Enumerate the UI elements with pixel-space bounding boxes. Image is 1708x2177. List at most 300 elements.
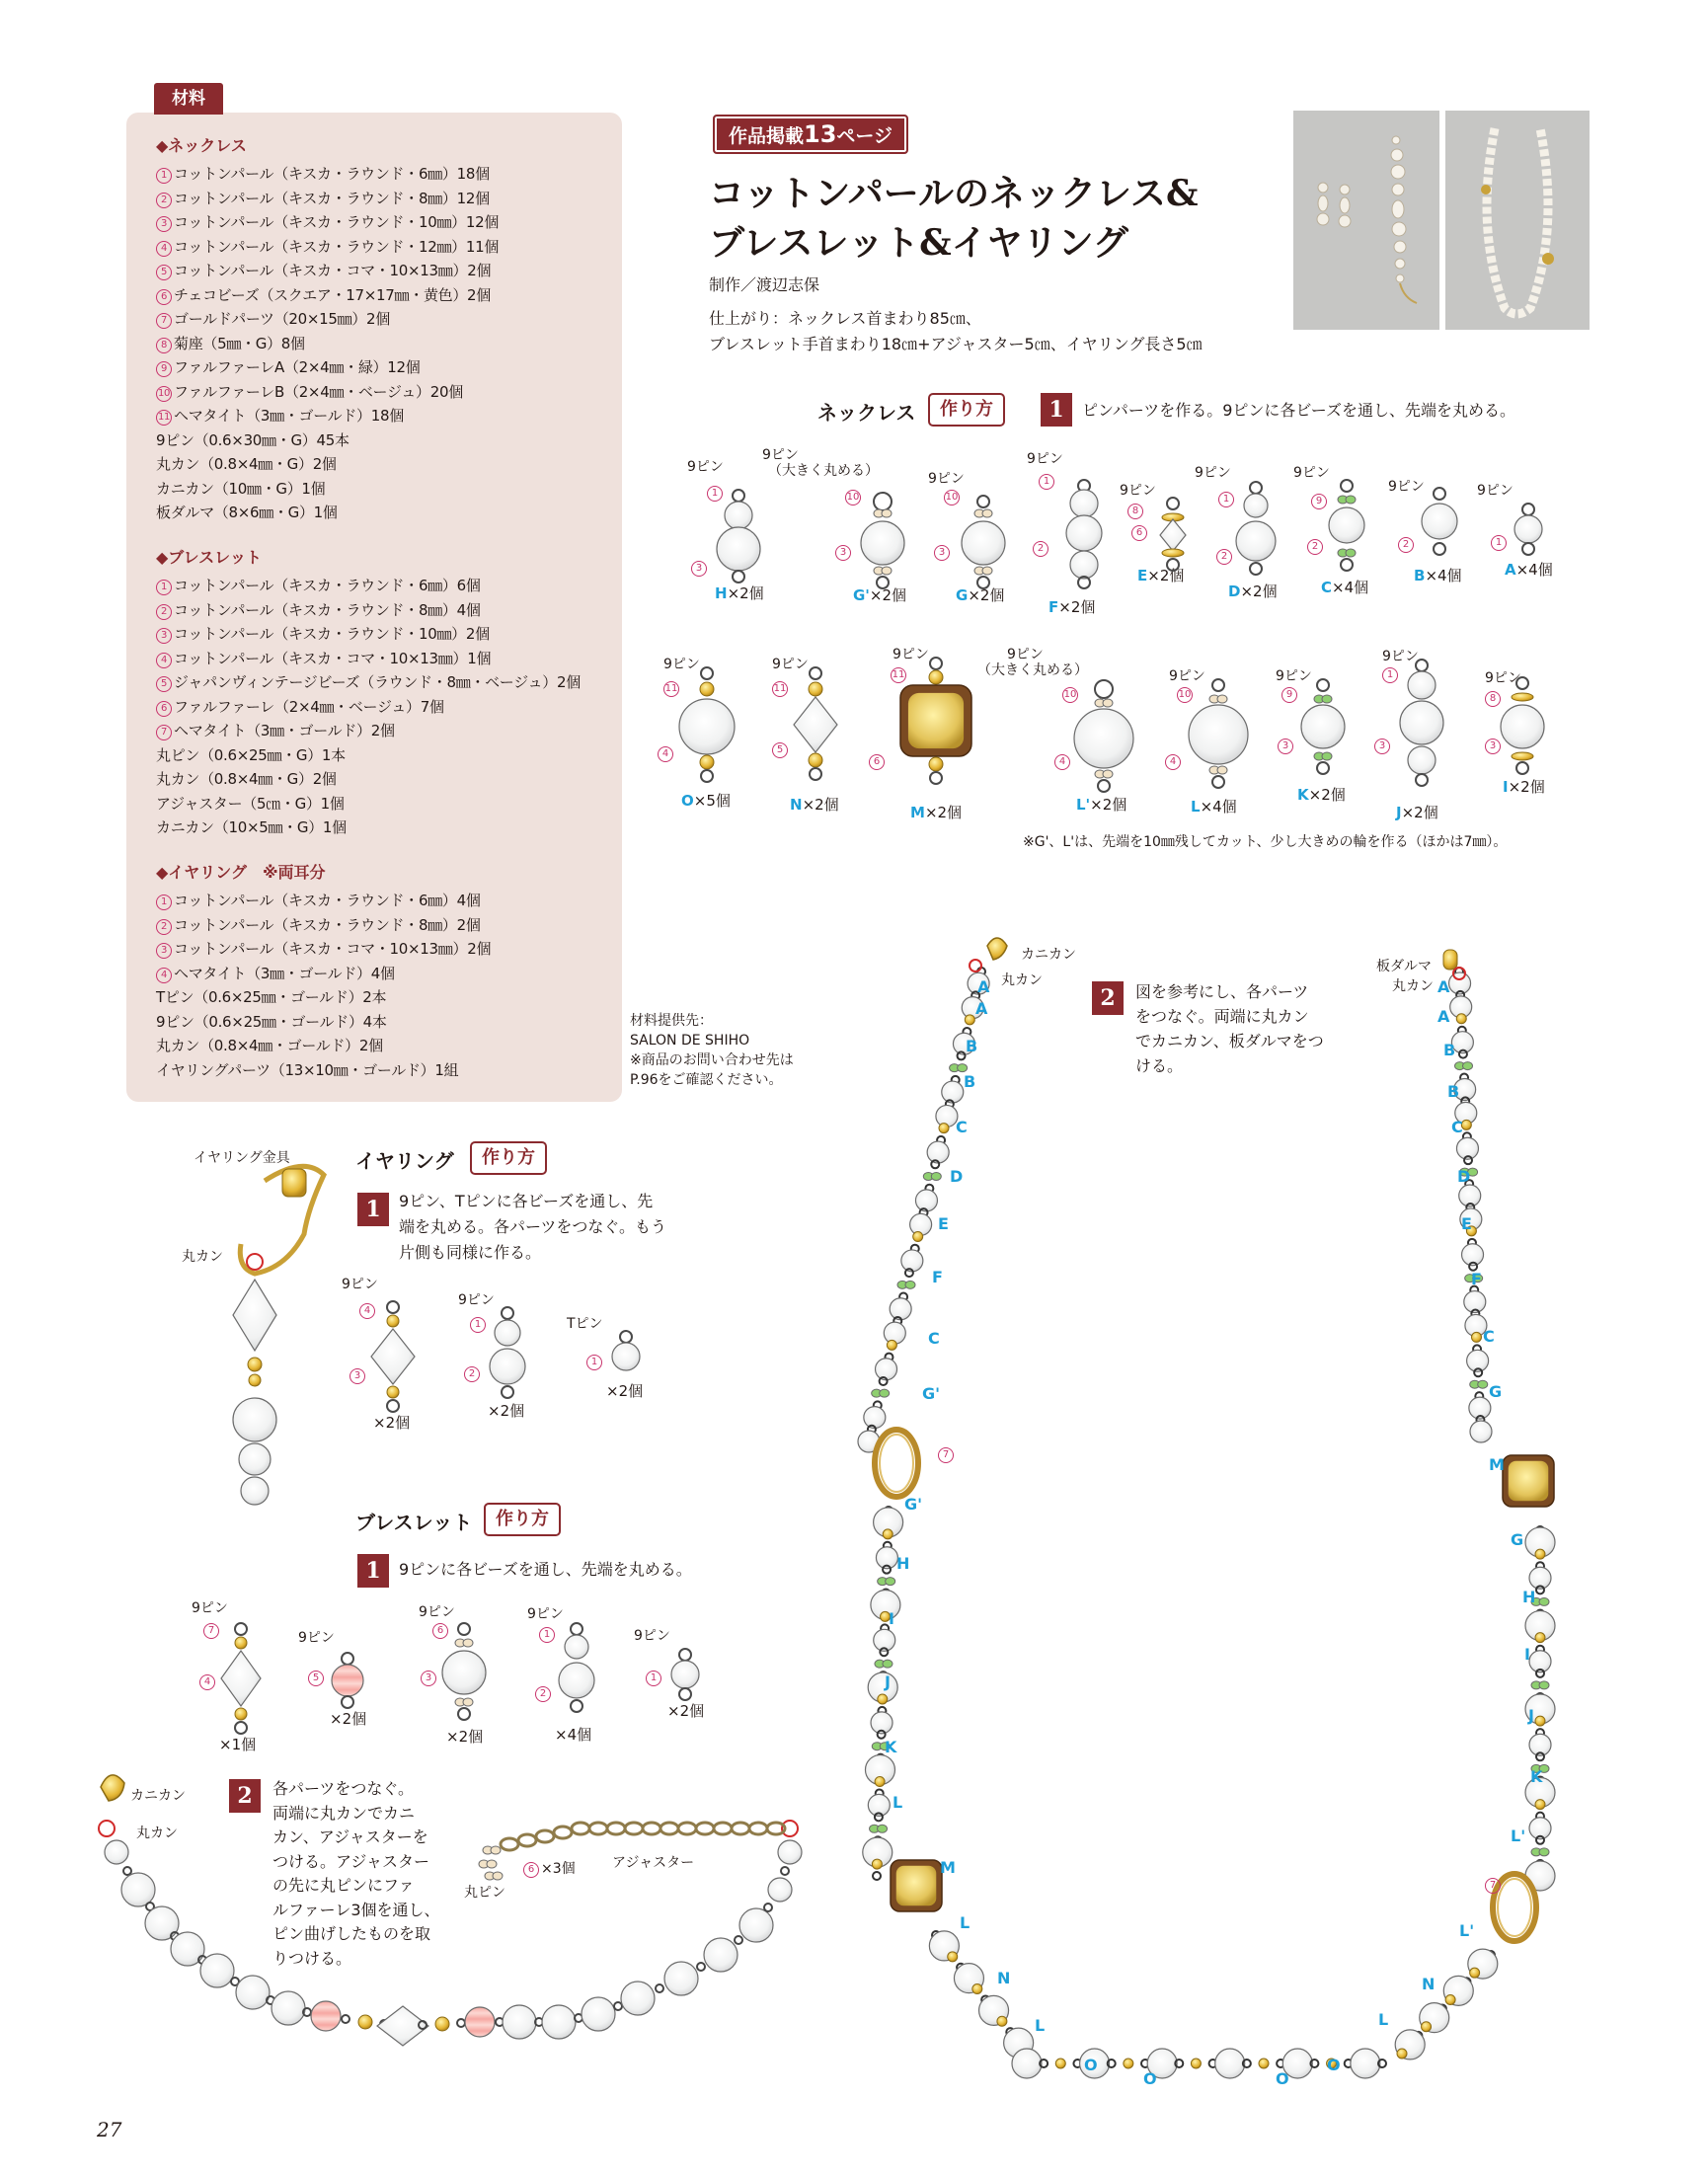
material-number: 6 (156, 289, 172, 305)
part-letter: L' (1076, 796, 1091, 814)
necklace-section-title: ネックレス (817, 401, 916, 425)
farfalle-bead (931, 1172, 941, 1180)
part-letter-left: H (896, 1554, 910, 1573)
step-2-line: ける。 (1135, 1056, 1184, 1075)
pearl-bead (1070, 490, 1098, 517)
count-text: ×2個 (330, 1710, 367, 1728)
credit-line: P.96をご確認ください。 (630, 1072, 783, 1088)
necklace-heading: ◆ネックレス (156, 136, 247, 155)
pin-loop (1095, 680, 1113, 698)
material-text: コットンパール（キスカ・ラウンド・10㎜）12個 (174, 213, 500, 231)
pin-loop (1167, 559, 1179, 571)
part-count (667, 1700, 704, 1721)
bead-number: 3 (421, 1671, 436, 1686)
pearl-bead (1236, 521, 1276, 561)
pearl-bead (1329, 507, 1364, 543)
farfalle-bead (491, 1846, 501, 1854)
material-number: 1 (156, 894, 172, 910)
pearl-bead (612, 1343, 640, 1370)
pin-loop (458, 1708, 470, 1720)
farfalle-bead (882, 509, 892, 517)
part-letter-right: N (1422, 1975, 1436, 1993)
pin-type-label: 9ピン (1276, 668, 1312, 684)
pin-type-label: 9ピン (1120, 483, 1156, 499)
material-text: コットンパール（キスカ・コマ・10×13㎜）2個 (174, 940, 492, 958)
step-line: つける。アジャスター (272, 1851, 430, 1871)
pin-type-label: 9ピン (1169, 668, 1205, 684)
pearl-bead (1215, 2049, 1245, 2078)
hematite-bead (1535, 1716, 1545, 1726)
material-number: 4 (156, 241, 172, 257)
necklace-howto-badge: 作り方 (928, 393, 1005, 427)
material-text: 丸ピン（0.6×25㎜・G）1本 (156, 745, 346, 764)
farfalle-bead (1217, 695, 1227, 703)
bracelet-kanikan-label: カニカン (130, 1788, 186, 1804)
hematite-bead (948, 1952, 958, 1962)
pin-loop (1516, 762, 1528, 774)
pin-loop (1250, 482, 1262, 494)
pin-type-label: 9ピン (762, 447, 799, 463)
part-letter-right: H (1522, 1588, 1536, 1606)
step-line: の先に丸ピンにファ (272, 1876, 415, 1895)
adjuster-link (518, 1834, 536, 1846)
bead-number: 3 (691, 561, 707, 577)
count-text: ×2個 (727, 584, 764, 602)
step-line: 9ピン、Tピンに各ビーズを通し、先 (399, 1192, 654, 1210)
count-text: ×4個 (1425, 567, 1462, 584)
bead-number: 11 (772, 681, 788, 697)
hematite-bead (387, 1386, 399, 1398)
hematite-bead (997, 2016, 1007, 2026)
jump-link (123, 1867, 131, 1875)
material-text: チェコビーズ（スクエア・17×17㎜・黄色）2個 (174, 285, 491, 304)
hematite-bead (972, 1984, 982, 1994)
bracelet-marukan-label: 丸カン (136, 1826, 178, 1841)
pin-loop (1317, 762, 1329, 774)
pearl-bead (236, 1976, 270, 2009)
adjuster-link (678, 1823, 696, 1834)
bead-number: 1 (707, 486, 723, 502)
bead-number: 1 (470, 1317, 486, 1333)
farfalle-bead (1217, 766, 1227, 774)
pin-loop (571, 1700, 582, 1712)
pin-loop (930, 772, 942, 784)
vintage-bead (332, 1665, 363, 1696)
material-text: コットンパール（キスカ・ラウンド・6㎜）6個 (174, 577, 481, 594)
pearl-bead (1070, 551, 1098, 579)
hematite-bead (1191, 2059, 1201, 2068)
earring-section-title: イヤリング (355, 1149, 454, 1173)
farfalle-bead (1346, 496, 1356, 504)
part-count (446, 1726, 483, 1747)
bead-number: 11 (663, 681, 679, 697)
count-text: ×4個 (1332, 579, 1369, 596)
hematite-bead (700, 682, 714, 696)
bead-number: 3 (1485, 739, 1501, 754)
step-line: 片側も同様に作る。 (399, 1243, 542, 1262)
jump-link (873, 1872, 881, 1880)
pin-loop (387, 1400, 399, 1412)
pin-type-label: 9ピン (1388, 479, 1425, 495)
pearl-bead (200, 1954, 234, 1987)
hematite-bead (809, 753, 822, 767)
earring-heading: ◆イヤリング ※両耳分 (156, 863, 326, 882)
koma-bead (371, 1329, 415, 1384)
bead-number: 1 (539, 1627, 555, 1643)
material-number: 7 (156, 313, 172, 329)
pin-type-label: 9ピン (663, 657, 700, 672)
gold-part (875, 1430, 918, 1497)
pin-loop (977, 496, 989, 507)
count-text: ×2個 (1508, 778, 1545, 796)
material-text: コットンパール（キスカ・コマ・10×13㎜）1個 (174, 649, 492, 667)
part-letter: G (956, 586, 969, 604)
count-text: ×2個 (1058, 598, 1096, 616)
pin-loop (930, 658, 942, 669)
part-letter-right: J (1528, 1706, 1534, 1725)
part-letter: K (1297, 786, 1309, 804)
pin-loop (1516, 677, 1528, 689)
pin-loop (1434, 488, 1445, 500)
pin-loop (1250, 563, 1262, 575)
page-title: ブレスレット&イヤリング (709, 222, 1128, 264)
material-text: イヤリングパーツ（13×10㎜・ゴールド）1組 (156, 1060, 459, 1079)
pearl-bead (778, 1840, 802, 1864)
hematite-bead (248, 1358, 262, 1371)
hematite-bead (878, 1694, 888, 1704)
gold-part-inner (1498, 1879, 1531, 1936)
adjuster-link (660, 1823, 678, 1834)
part-letter: D (1228, 583, 1241, 600)
count-text: ×2個 (446, 1728, 484, 1746)
pin-type-label: 9ピン (1485, 670, 1521, 686)
material-number: 8 (156, 338, 172, 353)
material-number: 4 (156, 968, 172, 983)
pin-loop (1317, 679, 1329, 691)
hematite-bead (1535, 1800, 1545, 1810)
adjuster-link (625, 1823, 643, 1834)
count-text: ×2個 (667, 1702, 705, 1720)
pin-type-label: 9ピン (1477, 483, 1514, 499)
material-text: 丸カン（0.8×4㎜・G）2個 (156, 455, 337, 473)
count-text: ×4個 (1200, 798, 1237, 816)
pin-type-label: 9ピン (1027, 451, 1063, 467)
farfalle-bead (1539, 1681, 1549, 1689)
hematite-bead (929, 670, 943, 684)
pin-type-label: Tピン (567, 1316, 603, 1332)
pearl-bead (621, 1982, 655, 2015)
pearl-bead (901, 1250, 923, 1272)
pin-loop (1167, 498, 1179, 509)
marukan-label: 丸カン (1392, 978, 1434, 994)
hematite-bead (1535, 1633, 1545, 1643)
bead-number: 3 (349, 1368, 365, 1384)
koma-bead (1160, 519, 1186, 551)
pearl-bead (272, 1991, 305, 2025)
bead-number: 3 (1278, 739, 1293, 754)
material-number: 2 (156, 919, 172, 935)
part-count (330, 1708, 366, 1729)
bead-number: 4 (1054, 754, 1070, 770)
adjuster-link (607, 1823, 625, 1834)
material-text: ファルファーレB（2×4㎜・ベージュ）20個 (174, 382, 463, 401)
hematite-bead (358, 2015, 372, 2029)
bead-number: 10 (845, 490, 861, 505)
count-text: ×2個 (968, 586, 1005, 604)
part-letter: G' (853, 586, 870, 604)
hematite-bead (700, 755, 714, 769)
farfalle-bead (1346, 549, 1356, 557)
pearl-bead (717, 527, 760, 571)
bead-number: 1 (646, 1671, 661, 1686)
materials-tag: 材料 (154, 83, 223, 115)
part-letter-right: A (1437, 977, 1450, 996)
necklace-note: ※G'、L'は、先端を10㎜残してカット、少し大きめの輪を作る（ほかは7㎜）。 (1023, 834, 1508, 850)
pin-loop (679, 1649, 691, 1661)
material-text: Tピン（0.6×25㎜・ゴールド）2本 (156, 988, 387, 1006)
material-number: 3 (156, 216, 172, 232)
part-letter-left: J (885, 1672, 891, 1691)
adjuster-link (696, 1823, 714, 1834)
adjuster-link (714, 1823, 732, 1834)
pearl-bead (739, 1908, 773, 1942)
part-letter-right: B (1447, 1082, 1460, 1101)
pearl-bead (768, 1878, 792, 1902)
part-letter-right: C (1483, 1327, 1495, 1346)
hematite-bead (1456, 1014, 1466, 1024)
count-text: ×2個 (1308, 786, 1346, 804)
pearl-bead (490, 1349, 525, 1384)
pin-loop (502, 1307, 513, 1319)
pin-loop (1341, 480, 1353, 492)
adjuster-link (749, 1823, 767, 1834)
adjuster-link (536, 1830, 554, 1842)
hematite-bead (1124, 2059, 1133, 2068)
bracelet-adjuster-label: アジャスター (612, 1855, 695, 1871)
material-number: 3 (156, 943, 172, 959)
pin-loop (387, 1301, 399, 1313)
page-title: コットンパールのネックレス& (709, 173, 1199, 214)
material-text: カニカン（10㎜・G）1個 (156, 479, 326, 498)
bead-number: 10 (944, 490, 960, 505)
pearl-bead (876, 1359, 897, 1380)
jump-link (457, 2019, 465, 2027)
hematite-bead (235, 1637, 247, 1649)
czech-square-face (908, 693, 964, 748)
bead-number: 1 (1218, 492, 1234, 507)
part-letter-right: K (1530, 1767, 1543, 1786)
pin-loop (679, 1688, 691, 1700)
part-letter-right: A (1437, 1007, 1450, 1026)
part-letter-left: G' (922, 1384, 941, 1403)
bracelet-howto-badge: 作り方 (484, 1503, 561, 1536)
material-number: 11 (156, 410, 172, 426)
part-count (219, 1734, 256, 1754)
part-letter-left: L (893, 1793, 903, 1812)
farfalle-bead (493, 1872, 503, 1880)
bead-number: 6 (869, 754, 885, 770)
material-text: ヘマタイト（3㎜・ゴールド）18個 (174, 407, 404, 425)
part-letter: F (1048, 598, 1059, 616)
material-number: 5 (156, 676, 172, 692)
pearl-bead (1470, 1421, 1492, 1442)
pin-loop (970, 960, 981, 972)
jump-link (781, 1867, 789, 1875)
farfalle-bead (982, 509, 992, 517)
part-count (606, 1380, 643, 1401)
bead-number: 1 (1382, 667, 1398, 683)
bead-number: 4 (1165, 754, 1181, 770)
pearl-bead (582, 1997, 615, 2031)
pearl-bead (1422, 504, 1457, 539)
bracelet-kanikan (101, 1775, 124, 1801)
pin-type-label: 9ピン (1382, 649, 1419, 664)
necklace-step-2-number: 2 (1092, 981, 1124, 1015)
part-letter-left: K (885, 1738, 897, 1756)
step-line: 端を丸める。各パーツをつなぐ。もう (399, 1217, 667, 1236)
farfalle-bead (1463, 1062, 1473, 1070)
credit-line: ※商品のお問い合わせ先は (630, 1052, 794, 1068)
part-letter-left: I (889, 1609, 894, 1628)
material-text: コットンパール（キスカ・ラウンド・8㎜）2個 (174, 915, 481, 934)
material-number: 5 (156, 265, 172, 280)
pin-loop (977, 577, 989, 588)
adjuster-link (501, 1838, 518, 1850)
hematite-bead (1535, 1549, 1545, 1559)
part-letter-right: M (1489, 1455, 1505, 1474)
necklace-step-1-number: 1 (1041, 393, 1072, 427)
material-number: 6 (156, 701, 172, 717)
part-count (373, 1412, 410, 1433)
hematite-bead (1471, 1332, 1481, 1342)
pearl-bead (559, 1663, 594, 1698)
kikuza-bead (1512, 693, 1533, 701)
material-text: ジャパンヴィンテージビーズ（ラウンド・8㎜・ベージュ）2個 (174, 673, 581, 691)
material-text: 丸カン（0.8×4㎜・G）2個 (156, 770, 337, 788)
earring-screw (282, 1169, 306, 1197)
material-text: コットンパール（キスカ・コマ・10×13㎜）2個 (174, 262, 492, 279)
bead-number: 2 (1033, 541, 1048, 557)
adjuster-link (589, 1823, 607, 1834)
part-letter-left: E (938, 1214, 949, 1233)
pearl-bead (1408, 671, 1436, 699)
pin-loop (247, 1254, 263, 1270)
count-text: ×2個 (869, 586, 907, 604)
bead-number: 2 (1307, 539, 1323, 555)
pin-loop (1522, 504, 1534, 515)
bead-number: 3 (934, 545, 950, 561)
vintage-bead (311, 2001, 341, 2031)
bead-number: 9 (1281, 687, 1297, 703)
part-letter-left: A (977, 977, 990, 996)
part-letter-left: B (966, 1037, 978, 1055)
jump-link (764, 1904, 772, 1911)
pearl-bead (105, 1840, 128, 1864)
finish-size: ブレスレット手首まわり18㎝+アジャスター5㎝、イヤリング長さ5㎝ (709, 335, 1203, 353)
gold-part-inner (880, 1435, 913, 1492)
part-letter-left: L (1035, 2016, 1046, 2035)
itadaruma-label: 板ダルマ (1376, 959, 1432, 974)
material-number: 7 (156, 725, 172, 740)
credit-line: SALON DE SHIHO (630, 1033, 750, 1049)
koma-bead (221, 1651, 261, 1706)
material-text: コットンパール（キスカ・ラウンド・6㎜）18個 (174, 165, 490, 183)
farfalle-bead (1478, 1380, 1488, 1388)
kikuza-bead (1512, 752, 1533, 760)
pearl-bead (1301, 705, 1345, 748)
material-text: ファルファーレ（2×4㎜・ベージュ）7個 (174, 697, 444, 716)
jump-link (342, 2015, 349, 2023)
part-letter-left: C (956, 1118, 968, 1136)
pin-loop (99, 1821, 115, 1836)
material-text: 9ピン（0.6×25㎜・ゴールド）4本 (156, 1012, 387, 1031)
part-letter-left: M (940, 1858, 956, 1877)
farfalle-bead (982, 567, 992, 575)
part-letter-left: A (975, 999, 988, 1018)
pearl-bead (942, 1081, 964, 1103)
part-letter-left: F (932, 1268, 943, 1286)
material-number: 10 (156, 386, 172, 402)
material-text: コットンパール（キスカ・ラウンド・10㎜）2個 (174, 625, 490, 643)
material-number: 2 (156, 604, 172, 620)
page-tag-text: ページ (836, 125, 893, 147)
part-letter-left: N (997, 1969, 1011, 1987)
pin-loop (235, 1623, 247, 1635)
pin-loop (733, 490, 744, 502)
part-letter-left: L (960, 1913, 970, 1932)
bead-number: 2 (535, 1686, 551, 1702)
hematite-bead (1445, 1994, 1455, 2004)
farfalle-bead (1103, 770, 1113, 778)
count-text: ×2個 (1401, 804, 1438, 821)
part-letter-left: G' (904, 1495, 923, 1514)
pearl-bead (671, 1661, 699, 1688)
adjuster-link (732, 1823, 749, 1834)
material-text: ゴールドパーツ（20×15㎜）2個 (174, 310, 390, 328)
bead-number: 2 (464, 1366, 480, 1382)
pearl-bead (239, 1443, 271, 1475)
material-text: 菊座（5㎜・G）8個 (174, 334, 305, 352)
part-letter: L (1191, 798, 1201, 816)
farfalle-bead (883, 1660, 893, 1668)
part-letter: M (910, 804, 925, 821)
bead-number: 8 (1485, 691, 1501, 707)
earring-step-1-text (399, 1189, 666, 1266)
hematite-bead (939, 1124, 949, 1133)
pin-loop (342, 1696, 353, 1708)
farfalle-bead (487, 1860, 497, 1868)
jump-link (735, 1936, 742, 1944)
pearl-bead (1408, 746, 1436, 774)
hematite-bead (1055, 2059, 1065, 2068)
adjuster-link (572, 1823, 589, 1834)
count-text: ×2個 (1090, 796, 1127, 814)
bead-number: 11 (891, 667, 906, 683)
hematite-bead (872, 1859, 882, 1869)
step-line: 各パーツをつなぐ。 (272, 1779, 415, 1798)
pin-type-label: 9ピン (1195, 465, 1231, 481)
pin-loop (502, 1386, 513, 1398)
bracelet-step-2-text (272, 1777, 440, 1971)
bead-number: 2 (1216, 549, 1232, 565)
pin-type-label: 9ピン (634, 1628, 670, 1644)
count-text: ×2個 (606, 1382, 644, 1400)
part-letter-right: G (1489, 1382, 1503, 1401)
vintage-bead (465, 2007, 495, 2037)
bead-number: 6 (432, 1623, 448, 1639)
pearl-bead (495, 1320, 520, 1346)
bead-number: 4 (199, 1674, 215, 1690)
